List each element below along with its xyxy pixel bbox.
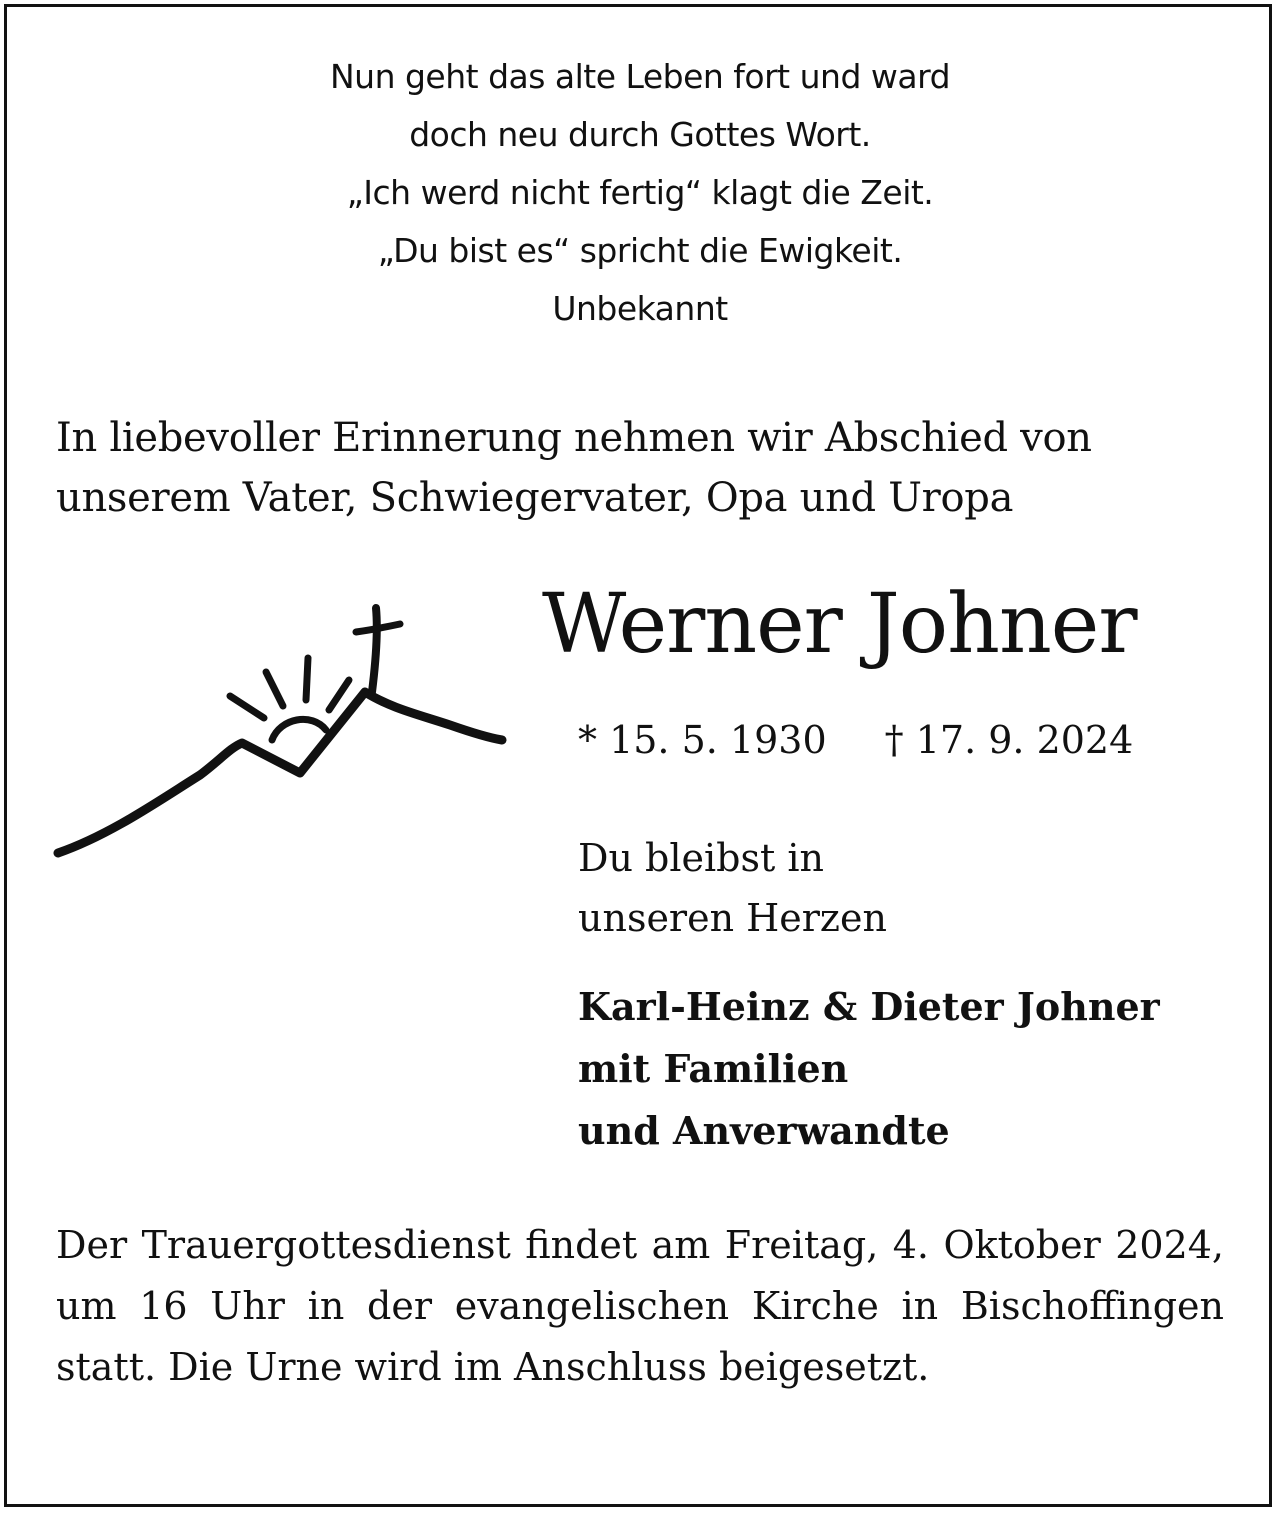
intro-line-2: unserem Vater, Schwiegervater, Opa und Uropa bbox=[56, 475, 1014, 521]
life-dates bbox=[578, 710, 1133, 770]
service-notice: Der Trauergottesdienst findet am Freitag, 4. Oktober 2024, um 16 Uhr in der evangelischen Kirche in Bischoffingen statt. Die Urne wird im Anschluss beigesetzt. bbox=[56, 1223, 1224, 1389]
intro-text bbox=[56, 408, 1226, 528]
mountain-cross-sun-icon bbox=[50, 600, 510, 870]
motto-line-2: unseren Herzen bbox=[578, 896, 887, 940]
family-signature bbox=[578, 976, 1160, 1162]
poem-line-1: Nun geht das alte Leben fort und ward bbox=[329, 57, 951, 96]
poem bbox=[0, 48, 1280, 338]
poem-author: Unbekannt bbox=[552, 289, 728, 328]
motto-line-1: Du bleibst in bbox=[578, 836, 824, 880]
family-line-3: und Anverwandte bbox=[578, 1108, 950, 1153]
poem-line-3: „Ich werd nicht fertig“ klagt die Zeit. bbox=[346, 173, 934, 212]
motto bbox=[578, 828, 887, 948]
family-line-2: mit Familien bbox=[578, 1046, 849, 1091]
birth-date: * 15. 5. 1930 bbox=[578, 718, 827, 762]
death-date: † 17. 9. 2024 bbox=[884, 718, 1134, 762]
intro-line-1: In liebevoller Erinnerung nehmen wir Abschied von bbox=[56, 415, 1092, 461]
poem-line-2: doch neu durch Gottes Wort. bbox=[409, 115, 871, 154]
deceased-name: Werner Johner bbox=[542, 577, 1137, 672]
poem-line-4: „Du bist es“ spricht die Ewigkeit. bbox=[377, 231, 903, 270]
family-line-1: Karl-Heinz & Dieter Johner bbox=[578, 984, 1160, 1029]
